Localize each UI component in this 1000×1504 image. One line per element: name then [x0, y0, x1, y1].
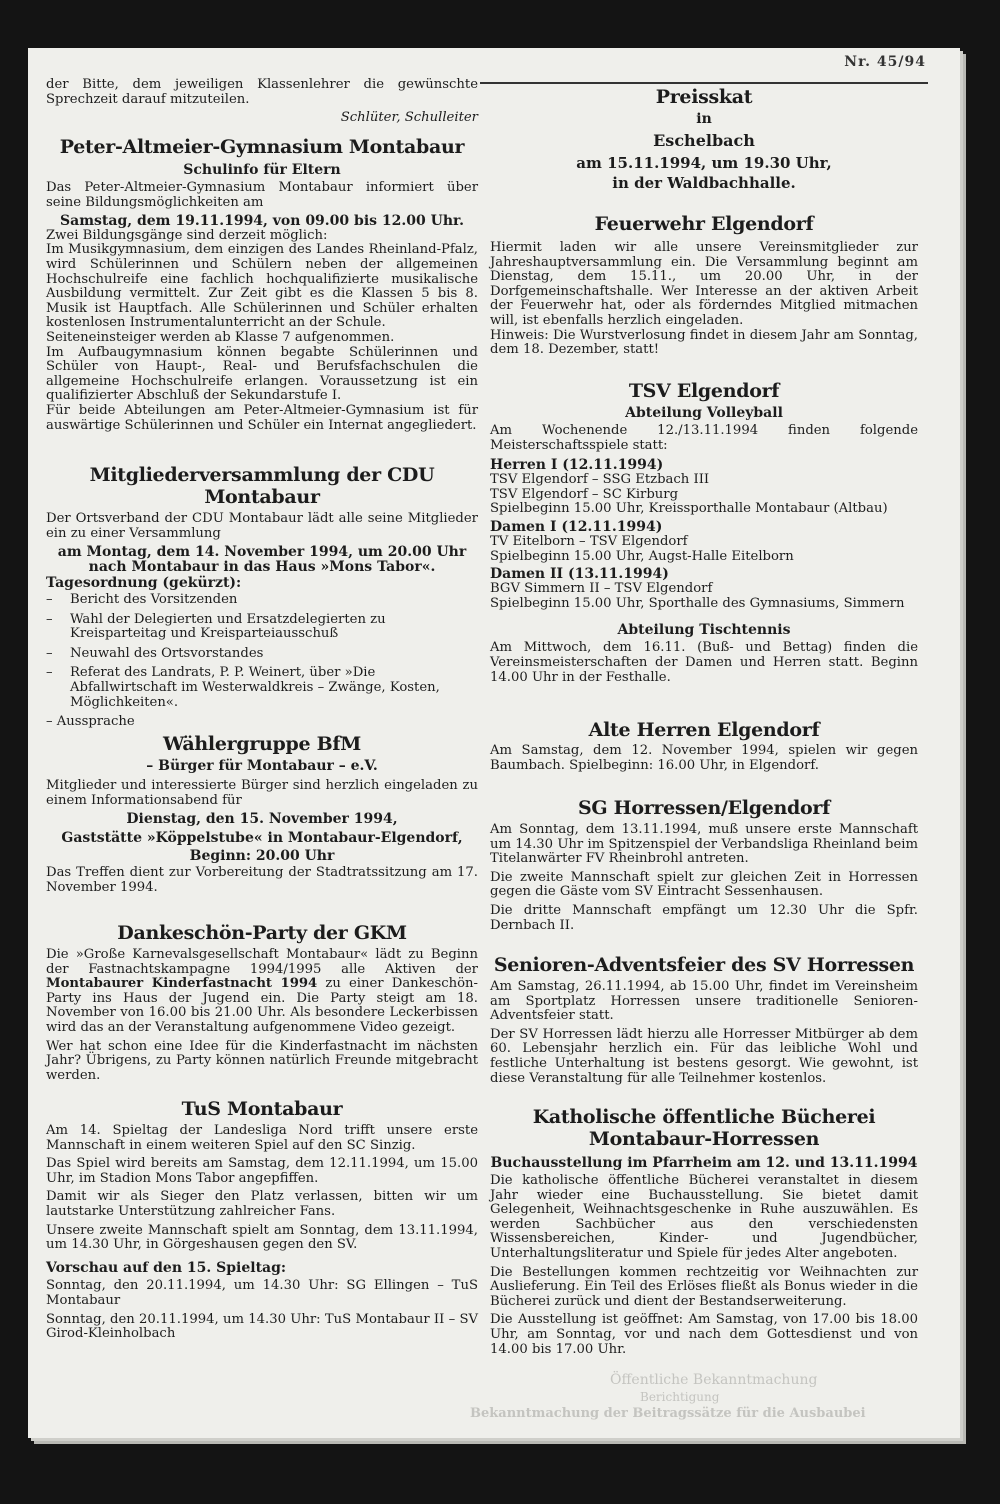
- gymnasium-p3: Im Musikgymnasium, dem einzigen des Landes Rheinland-Pfalz, wird Schülerinnen und Schülern neben der allgemeinen Hochschulreife eine fachlich hochqualifizierte musikalische Ausbildung vermittelt. Zur Zeit gibt es die Klassen 5 bis 8. Musik ist Hauptfach. Alle Schülerinnen und Schüler erhalten kostenlosen Instrumentalunterricht an der Schule.: [46, 242, 478, 331]
- tus-p2: Das Spiel wird bereits am Samstag, dem 12.11.1994, um 15.00 Uhr, im Stadion Mons Tabor angepfiffen.: [46, 1156, 478, 1186]
- tsv-subtitle: Abteilung Volleyball: [625, 405, 783, 421]
- tus-p6: Sonntag, den 20.11.1994, um 14.30 Uhr: TuS Montabaur II – SV Girod-Kleinholbach: [46, 1311, 478, 1342]
- sg-title: SG Horressen/Elgendorf: [578, 797, 830, 819]
- buecherei-title1: Katholische öffentliche Bücherei: [532, 1106, 876, 1128]
- tsv-game1-line3: Spielbeginn 15.00 Uhr, Kreissporthalle Montabaur (Altbau): [490, 501, 888, 517]
- cdu-date2: nach Montabaur in das Haus »Mons Tabor«.: [88, 558, 436, 575]
- agenda-item: – Referat des Landrats, P. P. Weinert, über »Die Abfallwirtschaft im Westerwaldkreis – Zwänge, Kosten, Möglichkeiten«.: [46, 666, 478, 710]
- gymnasium-p5: Im Aufbaugymnasium können begabte Schülerinnen und Schüler von Haupt-, Real- und Berufsfachschulen die allgemeine Hochschulreife erlangen. Voraussetzung ist ein qualifizierter Abschluß der Sekundarstufe I.: [46, 344, 478, 404]
- tsv-game1-line1: TSV Elgendorf – SSG Etzbach III: [490, 472, 710, 488]
- issue-number: Nr. 45/94: [844, 54, 926, 70]
- agenda-item: – Wahl der Delegierten und Ersatzdelegierten zu Kreisparteitag und Kreisparteiausschuß: [46, 613, 478, 642]
- cdu-agenda-list: [46, 593, 478, 710]
- gkm-p1-start: Die »Große Karnevalsgesellschaft Montabaur« lädt zu Beginn der Fastnachtskampagne 1994/1995 alle Aktiven der: [46, 947, 478, 977]
- buecherei-p2: Die Bestellungen kommen rechtzeitig vor Weihnachten zur Auslieferung. Ein Teil des Erlöses fließt als Bonus wieder in die Bücherei zurück und dient der Bestandserweiterung.: [490, 1264, 918, 1309]
- intro-notice: [46, 78, 478, 126]
- tus-p1: Am 14. Spieltag der Landesliga Nord trifft unsere erste Mannschaft in einem weiteren Spiel auf den SC Sinzig.: [46, 1123, 478, 1153]
- feuerwehr-p2: Hinweis: Die Wurstverlosung findet in diesem Jahr am Sonntag, dem 18. Dezember, statt!: [490, 327, 918, 358]
- gymnasium-title: Peter-Altmeier-Gymnasium Montabaur: [59, 136, 465, 158]
- gymnasium-p2: Zwei Bildungsgänge sind derzeit möglich:: [46, 227, 328, 243]
- skat-notice: [490, 86, 918, 192]
- bfm-p2: Das Treffen dient zur Vorbereitung der Stadtratssitzung am 17. November 1994.: [46, 864, 478, 895]
- tsv-game3-title: Damen II (13.11.1994): [490, 566, 669, 583]
- gymnasium-subtitle: Schulinfo für Eltern: [183, 162, 341, 178]
- gymnasium-date: Samstag, dem 19.11.1994, von 09.00 bis 12.00 Uhr.: [60, 213, 464, 230]
- skat-line2: in: [696, 111, 712, 127]
- bleed-line2: Berichtigung: [640, 1390, 720, 1404]
- gymnasium-p6: Für beide Abteilungen am Peter-Altmeier-Gymnasium ist für auswärtige Schülerinnen und Schüler ein Internat angegliedert.: [46, 402, 478, 433]
- bfm-time: Beginn: 20.00 Uhr: [189, 848, 335, 865]
- senioren-title: Senioren-Adventsfeier des SV Horressen: [493, 954, 915, 976]
- cdu-article: [46, 464, 478, 730]
- buecherei-p1: Die katholische öffentliche Bücherei veranstaltet in diesem Jahr wieder eine Buchausstellung. Sie bietet damit Gelegenheit, Weihnachtsgeschenke in Ruhe auszuwählen. Es werden Sachbücher aus den verschiedensten Wissensbereichen, Kinder- und Jugendbücher, Unterhaltungsliteratur und Spiele für jedes Alter angeboten.: [490, 1173, 918, 1261]
- gkm-article: [46, 922, 478, 1083]
- gkm-p1-end: zu einer Dankeschön-Party ins Haus der Jugend ein. Die Party steigt am 18. November von 16.00 bis 21.00 Uhr. Als besondere Leckerbissen wird das an der Veranstaltung aufgenommene Video gezeigt.: [46, 976, 479, 1035]
- altherren-title: Alte Herren Elgendorf: [588, 719, 820, 741]
- bfm-article: [46, 733, 478, 895]
- bleed-line3: Bekanntmachung der Beitragssätze für die Ausbaubei: [470, 1406, 866, 1421]
- skat-line1: Preisskat: [655, 86, 753, 108]
- gymnasium-p4: Seiteneinsteiger werden ab Klasse 7 aufgenommen.: [46, 329, 395, 345]
- cdu-closing: – Aussprache: [46, 714, 135, 730]
- bfm-subtitle: – Bürger für Montabaur – e.V.: [146, 758, 378, 774]
- senioren-p1: Am Samstag, 26.11.1994, ab 15.00 Uhr, findet im Vereinsheim am Sportplatz Horressen unsere traditionelle Senioren-Adventsfeier statt.: [490, 979, 918, 1024]
- gkm-p1-highlight: Montabaurer Kinderfastnacht 1994: [46, 976, 318, 992]
- tus-p5: Sonntag, den 20.11.1994, um 14.30 Uhr: SG Ellingen – TuS Montabaur: [46, 1278, 478, 1308]
- tsv-game2-title: Damen I (12.11.1994): [490, 518, 663, 535]
- skat-line4: am 15.11.1994, um 19.30 Uhr,: [576, 154, 832, 172]
- skat-line3: Eschelbach: [653, 131, 755, 150]
- tsv-game1-line2: TSV Elgendorf – SC Kirburg: [490, 486, 679, 502]
- buecherei-p3: Die Ausstellung ist geöffnet: Am Samstag, von 17.00 bis 18.00 Uhr, am Sonntag, vor und nach dem Gottesdienst und von 14.00 bis 17.00 Uhr.: [490, 1312, 918, 1357]
- bfm-place: Gaststätte »Köppelstube« in Montabaur-Elgendorf,: [61, 829, 463, 846]
- tsv-game2-line2: Spielbeginn 15.00 Uhr, Augst-Halle Eitelborn: [490, 548, 794, 564]
- cdu-p1: Der Ortsverband der CDU Montabaur lädt alle seine Mitglieder ein zu einer Versammlung: [46, 511, 478, 541]
- gkm-title: Dankeschön-Party der GKM: [117, 922, 407, 944]
- gkm-p2: Wer hat schon eine Idee für die Kinderfastnacht im nächsten Jahr? Übrigens, zu Party können natürlich Freunde mitgebracht werden.: [46, 1038, 478, 1083]
- feuerwehr-p1: Hiermit laden wir alle unsere Vereinsmitglieder zur Jahreshauptversammlung ein. Die Versammlung beginnt am Dienstag, dem 15.11., um 20.00 Uhr, in der Dorfgemeinschaftshalle. Wer Interesse an der aktiven Arbeit der Feuerwehr hat, oder als förderndes Mitglied mitmachen will, ist ebenfalls herzlich eingeladen.: [490, 240, 918, 328]
- header-rule: [480, 82, 928, 84]
- sg-p3: Die dritte Mannschaft empfängt um 12.30 Uhr die Spfr. Dernbach II.: [490, 902, 918, 933]
- intro-text: der Bitte, dem jeweiligen Klassenlehrer die gewünschte Sprechzeit darauf mitzuteilen.: [46, 77, 478, 107]
- bfm-p1: Mitglieder und interessierte Bürger sind herzlich eingeladen zu einem Informationsabend für: [46, 778, 478, 808]
- skat-line5: in der Waldbachhalle.: [612, 174, 796, 192]
- tsv-game2-line1: TV Eitelborn – TSV Elgendorf: [490, 533, 688, 549]
- agenda-item: – Neuwahl des Ortsvorstandes: [46, 647, 478, 662]
- tus-article: [46, 1098, 478, 1342]
- tus-p4: Unsere zweite Mannschaft spielt am Sonntag, dem 13.11.1994, um 14.30 Uhr, in Görgeshausen gegen den SV.: [46, 1222, 478, 1253]
- senioren-article: [490, 954, 918, 1086]
- gymnasium-p1: Das Peter-Altmeier-Gymnasium Montabaur informiert über seine Bildungsmöglichkeiten am: [46, 180, 478, 210]
- bfm-title: Wählergruppe BfM: [163, 733, 361, 755]
- tsv-game1-title: Herren I (12.11.1994): [490, 457, 664, 474]
- gymnasium-article: [46, 136, 478, 433]
- cdu-title: Mitgliederversammlung der CDU Montabaur: [89, 464, 435, 508]
- senioren-p2: Der SV Horressen lädt hierzu alle Horresser Mitbürger ab dem 60. Lebensjahr herzlich ein. Für das leibliche Wohl und festliche Unterhaltung ist bestens gesorgt. Wie gewohnt, ist diese Veranstaltung für alle Teilnehmer kostenlos.: [490, 1026, 918, 1086]
- tsv-game3-line1: BGV Simmern II – TSV Elgendorf: [490, 581, 713, 597]
- tsv-p1: Am Wochenende 12./13.11.1994 finden folgende Meisterschaftsspiele statt:: [490, 423, 918, 453]
- altherren-p1: Am Samstag, dem 12. November 1994, spielen wir gegen Baumbach. Spielbeginn: 16.00 Uhr, in Elgendorf.: [490, 743, 918, 773]
- cdu-date1: am Montag, dem 14. November 1994, um 20.00 Uhr: [57, 544, 467, 561]
- bfm-date: Dienstag, den 15. November 1994,: [126, 811, 398, 828]
- feuerwehr-title: Feuerwehr Elgendorf: [594, 213, 814, 235]
- sg-p2: Die zweite Mannschaft spielt zur gleichen Zeit in Horressen gegen die Gäste vom SV Eintracht Sessenhausen.: [490, 869, 918, 900]
- buecherei-title2: Montabaur-Horressen: [588, 1128, 820, 1150]
- tsv-game3-line2: Spielbeginn 15.00 Uhr, Sporthalle des Gymnasiums, Simmern: [490, 595, 905, 611]
- buecherei-subtitle: Buchausstellung im Pfarrheim am 12. und 13.11.1994: [490, 1155, 918, 1171]
- tsv-p2: Am Mittwoch, dem 16.11. (Buß- und Bettag) finden die Vereinsmeisterschaften der Damen und Herren statt. Beginn 14.00 Uhr in der Festhalle.: [490, 640, 918, 685]
- feuerwehr-article: [490, 213, 918, 358]
- intro-signature: Schlüter, Schulleiter: [340, 110, 478, 126]
- tus-title: TuS Montabaur: [181, 1098, 343, 1120]
- cdu-agenda-title: Tagesordnung (gekürzt):: [46, 575, 242, 592]
- sg-p1: Am Sonntag, dem 13.11.1994, muß unsere erste Mannschaft um 14.30 Uhr im Spitzenspiel der Verbandsliga Rheinland beim Titelanwärter FV Rheinbrohl antreten.: [490, 822, 918, 867]
- agenda-item: – Bericht des Vorsitzenden: [46, 593, 478, 608]
- bleed-line1: Öffentliche Bekanntmachung: [610, 1372, 818, 1388]
- tsv-article: [490, 380, 918, 685]
- tsv-title: TSV Elgendorf: [628, 380, 780, 402]
- tus-p3: Damit wir als Sieger den Platz verlassen, bitten wir um lautstarke Unterstützung zahlreicher Fans.: [46, 1189, 478, 1219]
- tus-preview-title: Vorschau auf den 15. Spieltag:: [46, 1259, 287, 1276]
- gkm-p1: [46, 948, 478, 1036]
- buecherei-article: [490, 1106, 918, 1357]
- altherren-article: [490, 719, 918, 773]
- tsv-subtitle2: Abteilung Tischtennis: [617, 622, 791, 639]
- sg-article: [490, 797, 918, 933]
